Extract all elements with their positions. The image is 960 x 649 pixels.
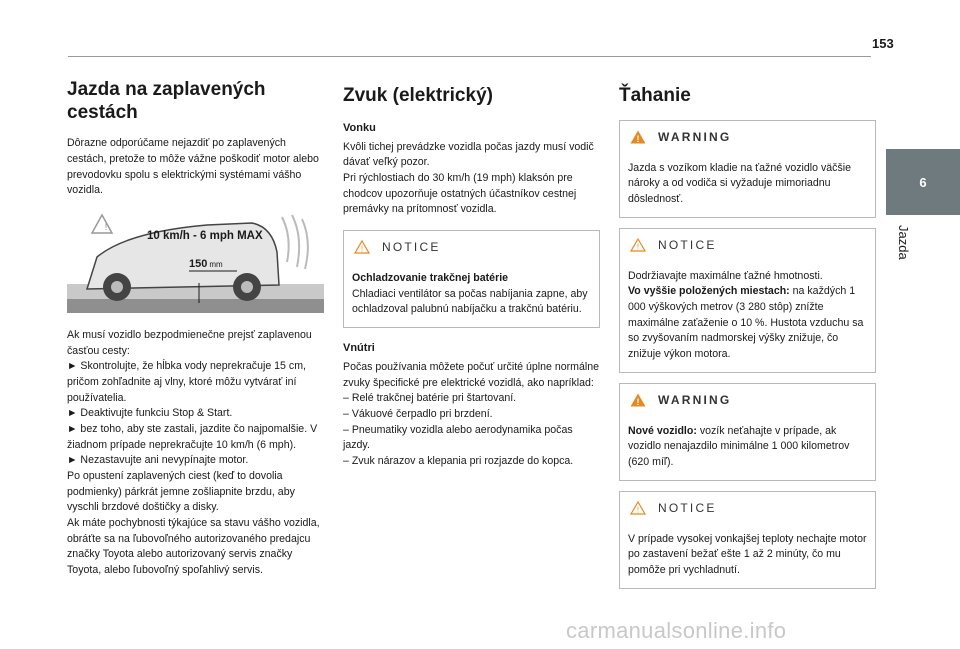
intro-paragraph: Dôrazne odporúčame nejazdiť po zaplavených cestách, pretože to môže vážne poškodiť motor alebo prevodovku spolu s elektrickými systémami vášho vozidla. — [67, 137, 319, 197]
svg-text:!: ! — [636, 133, 640, 144]
notice-text: Chladiaci ventilátor sa počas nabíjania zapne, aby ochladzoval palubnú nabíjačku a trakčnú batériu. — [352, 287, 588, 316]
warning-bold: Nové vozidlo: — [628, 424, 697, 437]
svg-text:!: ! — [104, 222, 108, 234]
chapter-tab[interactable] — [886, 149, 960, 215]
notice-text: Dodržiavajte maximálne ťažné hmotnosti. — [628, 269, 823, 282]
notice-triangle-icon — [630, 238, 646, 252]
outside-heading: Vonku — [343, 121, 376, 134]
column-towing — [619, 78, 876, 599]
svg-text:!: ! — [636, 396, 640, 407]
svg-text:!: ! — [636, 505, 640, 515]
section-title: Zvuk (elektrický) — [343, 85, 493, 106]
inside-heading: Vnútri — [343, 342, 375, 355]
warning-text: Jazda s vozíkom kladie na ťažné vozidlo väčšie nároky a od vodiča si vyžaduje mimoriadnu dôslednosť. — [628, 161, 852, 206]
warning-label: WARNING — [658, 392, 732, 407]
notice-text: na každých 1 000 výškových metrov (3 280 stôp) znížte maximálne zaťaženie o 10 %. Hustota vzduchu sa so zvyšovaním nadmorskej výšky znižuje, čo znižuje výkon motora. — [628, 285, 864, 361]
instruction-line: ► Skontrolujte, že hĺbka vody neprekračuje 15 cm, pričom zohľadnite aj vlny, ktoré môžu vytvárať iní používatelia. — [67, 360, 306, 404]
notice-box — [619, 491, 876, 589]
section-title: Jazda na zaplavených cestách — [67, 79, 266, 124]
top-rule — [68, 56, 871, 57]
notice-triangle-icon — [354, 240, 370, 254]
column-flooded-roads — [67, 78, 324, 579]
instruction-line: ► Deaktivujte funkciu Stop & Start. — [67, 407, 233, 420]
warning-label: WARNING — [658, 129, 732, 144]
section-title: Ťahanie — [619, 85, 691, 106]
instruction-line: ► bez toho, aby ste zastali, jazdite čo najpomalšie. V žiadnom prípade neprekračujte 10 km/h (6 mph). — [67, 423, 318, 451]
notice-label: NOTICE — [658, 237, 717, 252]
svg-text:!: ! — [360, 244, 364, 254]
notice-bold: Ochladzovanie trakčnej batérie — [352, 272, 509, 285]
warning-box — [619, 120, 876, 218]
warning-triangle-icon — [630, 130, 646, 144]
warning-text: vozík neťahajte v prípade, ak vozidlo nenajazdilo minimálne 1 000 kilometrov (620 míľ). — [628, 424, 850, 469]
page-number: 153 — [872, 36, 894, 51]
warning-triangle-icon — [630, 393, 646, 407]
depth-value: 150 — [189, 258, 208, 271]
outside-paragraph: Kvôli tichej prevádzke vozidla počas jazdy musí vodič dávať veľký pozor. Pri rýchlostiach do 30 km/h (19 mph) klaksón pre chodcov upozorňuje ostatných účastníkov cestnej premávky na prítomnosť vozidla. — [343, 140, 594, 216]
speed-label: 10 km/h - 6 mph MAX — [147, 230, 263, 243]
notice-text: V prípade vysokej vonkajšej teploty nechajte motor po zastavení bežať ešte 1 až 2 minúty, čo mu pomôže pri vychladnutí. — [628, 532, 867, 577]
notice-bold: Vo vyššie položených miestach: — [628, 285, 790, 298]
watermark[interactable]: carmanualsonline.info — [566, 618, 787, 643]
flooded-road-illustration — [67, 207, 324, 313]
instruction-line: Po opustení zaplavených ciest (keď to dovolia podmienky) párkrát jemne zošliapnite brzdu, aby vyschli brzdové doštičky a disky. — [67, 470, 295, 514]
notice-box — [619, 228, 876, 373]
notice-triangle-icon — [630, 501, 646, 515]
svg-text:150mm — [189, 258, 223, 270]
warning-box — [619, 383, 876, 481]
notice-label: NOTICE — [658, 500, 717, 515]
inside-paragraph: Počas používania môžete počuť určité úplne normálne zvuky špecifické pre elektrické vozidlá, ako napríklad: – Relé trakčnej batérie pri štartovaní. – Vákuové čerpadlo pri brzdení. – Pneumatiky vozidla alebo aerodynamika počas jazdy. – Zvuk nárazov a klepania pri rozjazde do kopca. — [343, 361, 600, 468]
chapter-number: 6 — [919, 174, 927, 190]
notice-box — [343, 230, 600, 328]
road-surface — [67, 299, 324, 313]
chapter-title: Jazda — [896, 225, 911, 260]
instruction-line: Ak máte pochybnosti týkajúce sa stavu vášho vozidla, obráťte sa na ľubovoľného autorizovaného predajcu značky Toyota alebo autorizovaný servis značky Toyota, alebo ľubovoľný spoľahlivý servis. — [67, 517, 320, 577]
instruction-line: ► Nezastavujte ani nevypínajte motor. — [67, 454, 249, 467]
instruction-line: Ak musí vozidlo bezpodmienečne prejsť zaplavenou časťou cesty: — [67, 329, 312, 357]
depth-unit: mm — [209, 260, 223, 270]
svg-text:!: ! — [636, 242, 640, 252]
column-electric-sound — [343, 78, 600, 470]
notice-label: NOTICE — [382, 240, 441, 255]
